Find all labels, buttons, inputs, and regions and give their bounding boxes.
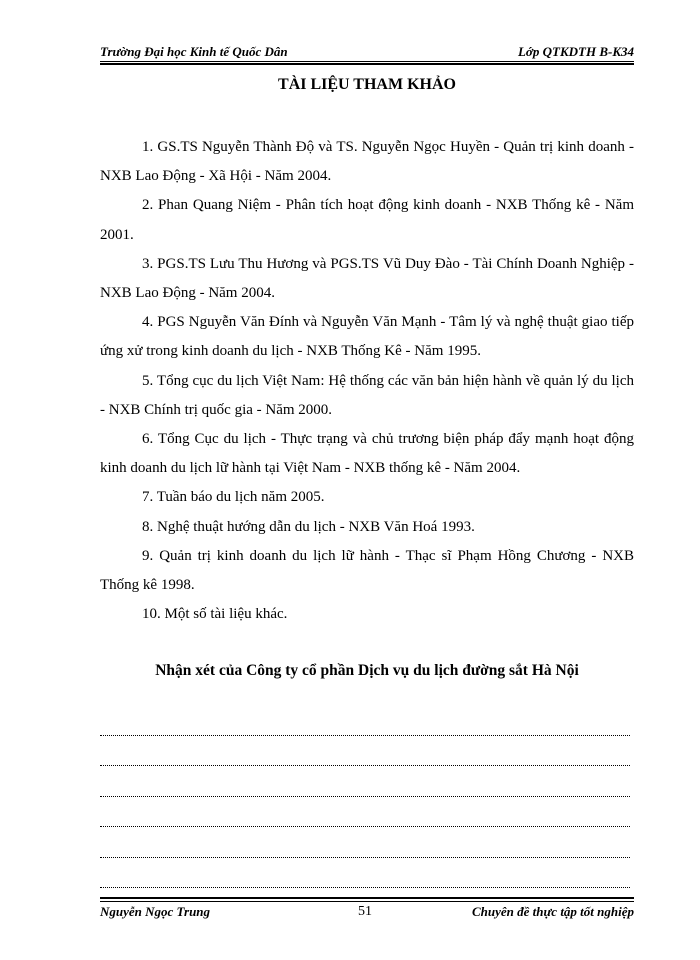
- reference-item: 3. PGS.TS Lưu Thu Hương và PGS.TS Vũ Duy Đào - Tài Chính Doanh Nghiệp - NXB Lao Động - Năm 2004.: [100, 255, 634, 302]
- comment-heading: Nhận xét của Công ty cổ phần Dịch vụ du lịch đường sắt Hà Nội: [155, 662, 579, 679]
- header-university: Trường Đại học Kinh tế Quốc Dân: [100, 44, 288, 59]
- dotted-line: [100, 779, 630, 809]
- dotted-line: [100, 870, 630, 900]
- reference-item: 4. PGS Nguyễn Văn Đính và Nguyễn Văn Mạnh - Tâm lý và nghệ thuật giao tiếp ứng xử trong kinh doanh du lịch - NXB Thống Kê - Năm 1995.: [100, 314, 634, 360]
- reference-item: 2. Phan Quang Niệm - Phân tích hoạt động kinh doanh - NXB Thống kê - Năm 2001.: [100, 197, 634, 243]
- header-rule-thick: [100, 63, 634, 65]
- dotted-line: [100, 748, 630, 778]
- dotted-line: [100, 809, 630, 839]
- reference-item: 10. Một số tài liệu khác.: [142, 606, 288, 623]
- comment-lines: [100, 718, 630, 900]
- dotted-line: [100, 840, 630, 870]
- page-footer: [100, 904, 634, 920]
- reference-item: 7. Tuần báo du lịch năm 2005.: [142, 489, 325, 506]
- header-class: Lớp QTKDTH B-K34: [517, 44, 634, 59]
- page-title: TÀI LIỆU THAM KHẢO: [278, 76, 456, 93]
- footer-author: Nguyễn Ngọc Trung: [100, 904, 211, 919]
- reference-item: 8. Nghệ thuật hướng dẫn du lịch - NXB Văn Hoá 1993.: [142, 518, 475, 535]
- reference-item: 9. Quản trị kinh doanh du lịch lữ hành - Thạc sĩ Phạm Hồng Chương - NXB Thống kê 1998.: [100, 547, 634, 594]
- reference-item: 1. GS.TS Nguyễn Thành Độ và TS. Nguyễn Ngọc Huyền - Quản trị kinh doanh - NXB Lao Động - Xã Hội - Năm 2004.: [100, 139, 634, 185]
- header-rule: [100, 61, 634, 62]
- page-number: 51: [358, 904, 372, 919]
- reference-list: [100, 133, 634, 629]
- footer-rule: [100, 901, 634, 902]
- footer-report-title: Chuyên đề thực tập tốt nghiệp: [472, 904, 634, 919]
- dotted-line: [100, 718, 630, 748]
- reference-item: 5. Tổng cục du lịch Việt Nam: Hệ thống các văn bản hiện hành về quản lý du lịch - NXB Chính trị quốc gia - Năm 2000.: [100, 372, 634, 418]
- page-header: [100, 40, 634, 60]
- reference-item: 6. Tổng Cục du lịch - Thực trạng và chủ trương biện pháp đẩy mạnh hoạt động kinh doanh du lịch lữ hành tại Việt Nam - NXB thống kê - Năm 2004.: [100, 431, 634, 477]
- footer-rule-thick: [100, 897, 634, 899]
